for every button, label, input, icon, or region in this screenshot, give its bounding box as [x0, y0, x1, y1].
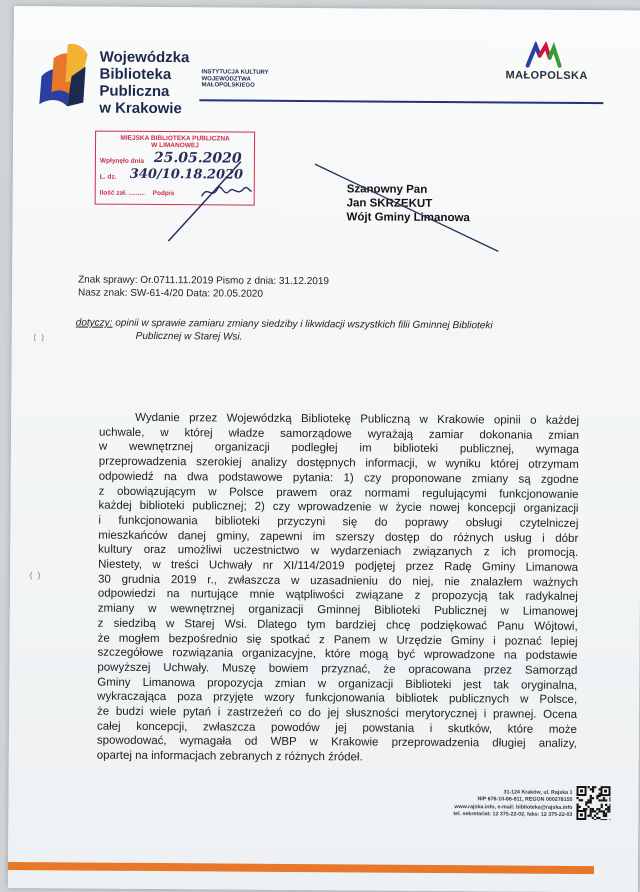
- reference-line: Znak sprawy: Or.0711.11.2019 Pismo z dnia: 31.12.2019: [78, 274, 330, 288]
- stamp-title: [96, 135, 254, 150]
- wbp-logo-icon: [33, 36, 94, 114]
- body-line: w wewnętrznej organizacji podległej im biblioteki publicznej, wymaga: [98, 441, 579, 457]
- body-line: opartej na informacjach zebranych z różnych źródeł.: [96, 749, 363, 764]
- diagonal-pen-stroke-icon: [312, 160, 503, 255]
- body-line: spowodować, wymagała od WBP w Krakowie przeprowadzenia długiej analizy,: [96, 735, 577, 751]
- body-line: że mogłem bezpośrednio się spotkać z Panem w Urzędzie Gminy i poznać lepiej: [97, 632, 578, 648]
- institution-line: INSTYTUCJA KULTURY: [201, 69, 269, 76]
- pen-stroke-icon: [162, 157, 243, 248]
- body-line: szczegółowe rozwiązania organizacyjne, które mogą być wprowadzone na podstawie: [97, 646, 578, 663]
- addressee-line: Szanowny Pan: [346, 183, 428, 196]
- body-line: wykraczająca poza przyjęte wzory funkcjonowania bibliotek publicznych w Polsce,: [97, 690, 578, 707]
- body-line: z obowiązującym w Polsce prawem oraz normami regulującymi funkcjonowanie: [98, 485, 579, 501]
- body-line: odpowiedź na dwa podstawowe pytania: 1) czy proponowane zmiany są zgodne: [98, 470, 579, 486]
- letter-body: [97, 411, 579, 767]
- body-line: kultury oraz umożliwi uczestnictwo w wydarzeniach związanych z ich promocją.: [98, 543, 579, 560]
- stamp-received-row: [100, 158, 144, 165]
- stamp-received-label: Wpłynęło dnia: [99, 157, 145, 165]
- malopolska-logo-text: MAŁOPOLSKA: [505, 69, 588, 83]
- letter-page: [8, 6, 640, 892]
- body-line: każdej biblioteki publicznej; 2) czy wprowadzenie w życie nowej koncepcji organizacji: [98, 499, 579, 516]
- body-line: mieszkańców danej gminy, zapewni im szerszy dostęp do różnych usług i dóbr: [98, 529, 579, 545]
- logo-line: Wojewódzka: [99, 48, 190, 67]
- institution-line: MAŁOPOLSKIEGO: [201, 82, 255, 89]
- footer-line: tel. sekretariat: 12 375-22-02, faks: 12 375-22-03: [453, 811, 573, 819]
- logo-line: Publiczna: [99, 82, 170, 101]
- stamp-signature-label: Podpis: [152, 189, 175, 198]
- institution-line: WOJEWÓDZTWA: [201, 75, 251, 83]
- subject-line: Publicznej w Starej Wsi.: [135, 330, 243, 343]
- body-line: Niestety, w treści Uchwały nr XI/114/2019 podjętej przez Radę Gminy Limanowa: [98, 558, 579, 574]
- footer-line: 31-124 Kraków, ul. Rajska 1: [503, 789, 573, 796]
- footer-line: www.rajska.info, e-mail: biblioteka@rajska.info: [454, 803, 573, 811]
- body-line: odpowiedzi na nurtujące mnie wątpliwości związane z propozycją tak radykalnej: [97, 588, 578, 604]
- qr-code-icon: [576, 786, 610, 820]
- footer-line: NIP 676-10-86-811, REGON 000278155: [477, 796, 573, 804]
- body-line: uchwale, w której władze samorządowe wyrażają zamiar dokonania zmian: [98, 426, 580, 442]
- subject-line: opinii w sprawie zamiaru zmiany siedziby i likwidacji wszystkich filii Gminnej Biblioteki: [112, 317, 493, 332]
- addressee-line: Jan SKRZEKUT: [346, 197, 433, 210]
- reference-line: Nasz znak: SW-61-4/20 Data: 20.05.2020: [77, 286, 263, 300]
- punch-hole: [30, 570, 40, 581]
- punch-hole: [34, 332, 44, 343]
- body-line: i funkcjonowania biblioteki przyczyni się do poprawy obsługi czytelniczej: [98, 514, 579, 530]
- body-line: całej koncepcji, zwłaszcza powodów jej powstania i skutków, które może: [96, 720, 578, 736]
- body-line: z siedzibą w Starej Wsi. Dlatego tym bardziej chcę podziękować Panu Wójtowi,: [97, 617, 578, 633]
- stamp-received-date: 25.05.2020: [153, 149, 242, 167]
- institution-note: [201, 69, 268, 89]
- body-line: zmiany w wewnętrznej organizacji Gminnej Biblioteki Publicznej w Limanowej: [97, 602, 578, 619]
- stamp-title-line: W LIMANOWEJ: [151, 141, 199, 150]
- subject-label: dotyczy:: [75, 317, 113, 329]
- body-line: powyższej Uchwały. Muszę bowiem przyznać, że opracowana przez Samorząd: [97, 661, 578, 677]
- stamp-ref-row: [100, 174, 117, 181]
- malopolska-logo-icon: [526, 42, 562, 68]
- stamp-attachments-label: Ilość zał. .........: [99, 189, 145, 197]
- addressee-line: Wójt Gminy Limanowa: [346, 211, 470, 225]
- stamp-title-line: MIEJSKA BIBLIOTEKA PUBLICZNA: [120, 134, 230, 143]
- stamp-ref-number: 340/10.18.2020: [129, 166, 244, 183]
- body-line: Gminy Limanowa propozycja zmian w organizacji Biblioteki jest tak oryginalna,: [97, 676, 578, 692]
- footer-contact: [438, 789, 572, 820]
- body-line: Wydanie przez Wojewódzką Bibliotekę Publiczną w Krakowie opinii o każdej: [135, 411, 580, 427]
- body-line: że budzi wiele pytań i zastrzeżeń co do jej słuszności merytorycznej i prawnej. Ocena: [97, 705, 578, 722]
- reference-numbers: [78, 274, 329, 301]
- logo-line: w Krakowie: [99, 99, 182, 118]
- subject-block: [76, 317, 576, 345]
- logo-line: Biblioteka: [99, 65, 172, 84]
- body-line: przeprowadzenia szerokiej analizy dostępnych informacji, w wyniku której otrzymam: [98, 455, 579, 472]
- footer-orange-bar: [8, 862, 594, 874]
- header-rule: [199, 99, 603, 104]
- stamp-ref-label: L. dz.: [99, 173, 117, 181]
- wbp-logo-text: [99, 49, 189, 118]
- body-line: 30 grudnia 2019 r., zwłaszcza w uzasadnieniu do niej, nie znalazłem ważnych: [97, 573, 579, 589]
